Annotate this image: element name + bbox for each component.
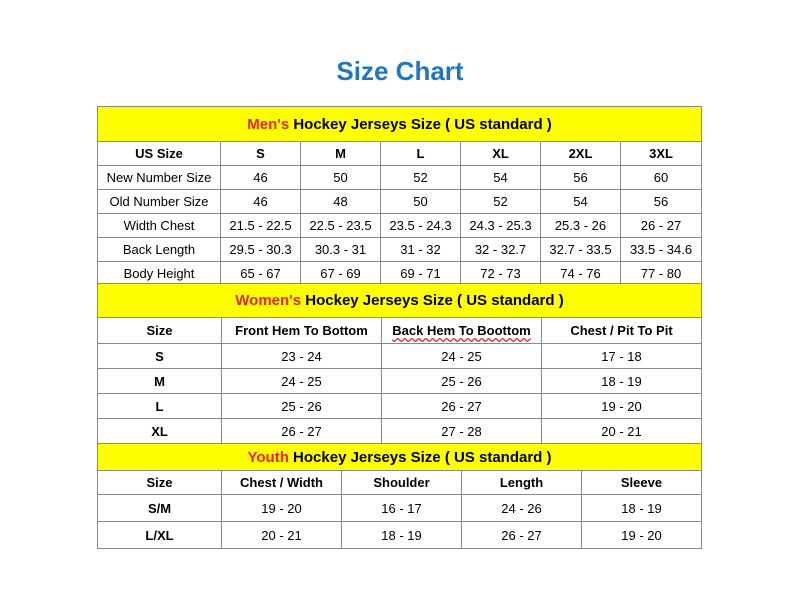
row-label: Old Number Size bbox=[98, 190, 221, 214]
youth-size-table bbox=[97, 443, 701, 549]
table-header-cell: Length bbox=[462, 471, 582, 495]
table-cell: 18 - 19 bbox=[542, 369, 702, 394]
table-cell: 22.5 - 23.5 bbox=[301, 214, 381, 238]
table-header-cell: Chest / Width bbox=[222, 471, 342, 495]
table-cell: 20 - 21 bbox=[542, 419, 702, 445]
table-cell: 31 - 32 bbox=[381, 238, 461, 262]
mens-size-table bbox=[97, 106, 701, 286]
table-header-text: Back Hem To Boottom bbox=[392, 323, 531, 338]
table-header-cell: S bbox=[221, 142, 301, 166]
womens-table-heading bbox=[98, 284, 702, 318]
row-label: XL bbox=[98, 419, 222, 445]
table-header-cell: Sleeve bbox=[582, 471, 702, 495]
table-header-cell: Size bbox=[98, 318, 222, 344]
table-row bbox=[98, 369, 702, 394]
row-label: New Number Size bbox=[98, 166, 221, 190]
youth-heading-rest: Hockey Jerseys Size ( US standard ) bbox=[288, 448, 552, 466]
table-cell: 23 - 24 bbox=[222, 344, 382, 369]
table-cell: 24.3 - 25.3 bbox=[461, 214, 541, 238]
table-cell: 69 - 71 bbox=[381, 262, 461, 286]
table-header-cell: Front Hem To Bottom bbox=[222, 318, 382, 344]
table-cell: 19 - 20 bbox=[222, 495, 342, 522]
table-cell: 18 - 19 bbox=[582, 495, 702, 522]
table-cell: 67 - 69 bbox=[301, 262, 381, 286]
table-cell: 50 bbox=[301, 166, 381, 190]
table-header-cell: 3XL bbox=[621, 142, 702, 166]
youth-header-row bbox=[98, 471, 702, 495]
table-cell: 52 bbox=[381, 166, 461, 190]
row-label: S bbox=[98, 344, 222, 369]
row-label: Width Chest bbox=[98, 214, 221, 238]
womens-size-table bbox=[97, 283, 701, 445]
table-cell: 54 bbox=[541, 190, 621, 214]
table-header-cell: Shoulder bbox=[342, 471, 462, 495]
table-cell: 25.3 - 26 bbox=[541, 214, 621, 238]
youth-table-heading bbox=[98, 444, 702, 471]
table-cell: 56 bbox=[541, 166, 621, 190]
table-cell: 16 - 17 bbox=[342, 495, 462, 522]
table-header-cell: Chest / Pit To Pit bbox=[542, 318, 702, 344]
table-cell: 32 - 32.7 bbox=[461, 238, 541, 262]
womens-heading-label: Women's bbox=[235, 292, 302, 309]
table-cell: 24 - 25 bbox=[222, 369, 382, 394]
table-cell: 72 - 73 bbox=[461, 262, 541, 286]
table-header-cell: L bbox=[381, 142, 461, 166]
table-cell: 19 - 20 bbox=[542, 394, 702, 419]
row-label: M bbox=[98, 369, 222, 394]
table-cell: 32.7 - 33.5 bbox=[541, 238, 621, 262]
table-header-cell: 2XL bbox=[541, 142, 621, 166]
table-cell: 74 - 76 bbox=[541, 262, 621, 286]
table-cell: 46 bbox=[221, 190, 301, 214]
table-cell: 48 bbox=[301, 190, 381, 214]
row-label: Body Height bbox=[98, 262, 221, 286]
table-cell: 17 - 18 bbox=[542, 344, 702, 369]
table-cell: 21.5 - 22.5 bbox=[221, 214, 301, 238]
mens-header-row bbox=[98, 142, 702, 166]
womens-heading-rest: Hockey Jerseys Size ( US standard ) bbox=[301, 292, 564, 309]
table-cell: 20 - 21 bbox=[222, 522, 342, 549]
table-cell: 18 - 19 bbox=[342, 522, 462, 549]
table-row bbox=[98, 344, 702, 369]
youth-heading-label: Youth bbox=[247, 448, 289, 466]
page-title: Size Chart bbox=[336, 56, 464, 86]
table-cell: 26 - 27 bbox=[621, 214, 702, 238]
table-cell: 54 bbox=[461, 166, 541, 190]
table-cell: 65 - 67 bbox=[221, 262, 301, 286]
table-row bbox=[98, 419, 702, 445]
table-row bbox=[98, 262, 702, 286]
table-cell: 23.5 - 24.3 bbox=[381, 214, 461, 238]
table-cell: 25 - 26 bbox=[382, 369, 542, 394]
table-row bbox=[98, 166, 702, 190]
table-header-cell: Size bbox=[98, 471, 222, 495]
table-cell: 26 - 27 bbox=[462, 522, 582, 549]
table-cell: 24 - 26 bbox=[462, 495, 582, 522]
table-cell: 77 - 80 bbox=[621, 262, 702, 286]
table-cell: 50 bbox=[381, 190, 461, 214]
table-cell: 52 bbox=[461, 190, 541, 214]
table-cell: 46 bbox=[221, 166, 301, 190]
table-row bbox=[98, 495, 702, 522]
table-cell: 25 - 26 bbox=[222, 394, 382, 419]
table-row bbox=[98, 522, 702, 549]
table-header-cell: US Size bbox=[98, 142, 221, 166]
table-row bbox=[98, 238, 702, 262]
table-header-cell bbox=[382, 318, 542, 344]
table-cell: 60 bbox=[621, 166, 702, 190]
table-cell: 26 - 27 bbox=[222, 419, 382, 445]
row-label: L bbox=[98, 394, 222, 419]
row-label: Back Length bbox=[98, 238, 221, 262]
table-cell: 26 - 27 bbox=[382, 394, 542, 419]
table-cell: 29.5 - 30.3 bbox=[221, 238, 301, 262]
table-cell: 27 - 28 bbox=[382, 419, 542, 445]
mens-heading-label: Men's bbox=[247, 115, 290, 133]
table-cell: 19 - 20 bbox=[582, 522, 702, 549]
mens-heading-rest: Hockey Jerseys Size ( US standard ) bbox=[289, 115, 552, 133]
table-cell: 56 bbox=[621, 190, 702, 214]
table-cell: 33.5 - 34.6 bbox=[621, 238, 702, 262]
womens-header-row bbox=[98, 318, 702, 344]
row-label: S/M bbox=[98, 495, 222, 522]
row-label: L/XL bbox=[98, 522, 222, 549]
table-cell: 30.3 - 31 bbox=[301, 238, 381, 262]
table-row bbox=[98, 394, 702, 419]
mens-table-heading bbox=[98, 107, 702, 142]
table-cell: 24 - 25 bbox=[382, 344, 542, 369]
table-row bbox=[98, 214, 702, 238]
table-header-cell: M bbox=[301, 142, 381, 166]
table-header-cell: XL bbox=[461, 142, 541, 166]
table-row bbox=[98, 190, 702, 214]
